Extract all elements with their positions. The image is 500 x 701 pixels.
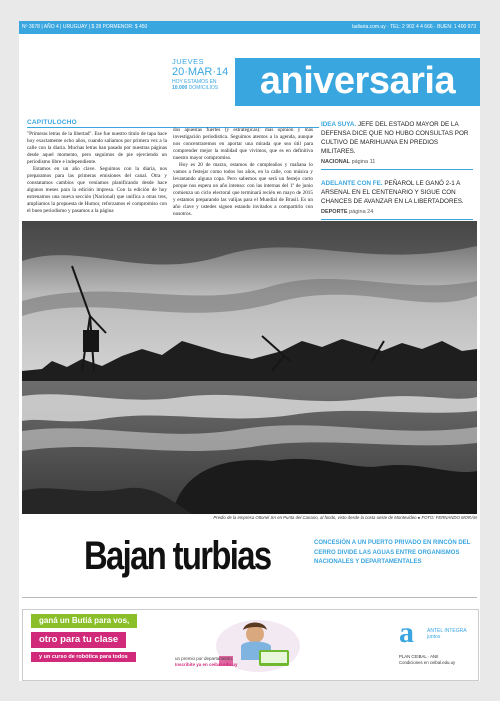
brief-page: página 24 xyxy=(349,209,374,215)
sponsor-logo xyxy=(395,616,475,676)
brief-section-ref xyxy=(321,209,473,215)
brief-text: JEFE DEL ESTADO MAYOR DE LA DEFENSA DICE QUE NO HUBO CONSULTAS POR CULTIVO DE MARIHUANA EN PREDIOS MILITARES. xyxy=(321,121,469,155)
harbor-photo-image xyxy=(22,221,477,514)
newspaper-front-page xyxy=(19,21,480,681)
article-column-1 xyxy=(27,131,167,215)
sponsor-name-1: ANTEL INTEGRA xyxy=(427,628,467,634)
lead-headline: Bajan turbias xyxy=(84,534,271,578)
edition-date-box xyxy=(172,58,234,91)
brief-kicker: ADELANTE CON FE. xyxy=(321,180,383,187)
ad-note xyxy=(175,656,265,667)
brief-section-ref xyxy=(321,159,473,165)
brief-page: página 11 xyxy=(351,159,376,165)
masthead-logo-text: aniversaria xyxy=(259,60,456,102)
sponsor-name-2: juntos xyxy=(427,634,441,640)
edition-day: JUEVES xyxy=(172,57,205,66)
edition-note xyxy=(172,79,234,91)
edition-date: 20·MAR·14 xyxy=(172,66,229,78)
article-paragraph: dos apuestas fuertes (y estratégicas): más opinión y más investigación periodística. Seguimos atentos a la agenda, aunque nos concentraremos en aportar una mirada que sea útil para comprender mejor la realidad que vivimos, que es en definitiva nuestro mayor compromiso. xyxy=(173,127,313,161)
ad-note-1: un premio por departamento. xyxy=(175,656,234,661)
brief-kicker: IDEA SUYA. xyxy=(321,121,357,128)
article-column-2 xyxy=(173,127,313,218)
ad-line-1: ganá un Butiá para vos, xyxy=(31,614,137,628)
brief-item[interactable] xyxy=(321,117,473,176)
photo-caption: Predio de la empresa Ottonel SA en Punta del Canario, al fondo, visto desde la costa oeste de Montevideo ● FOTO: FERNANDO MORÁN xyxy=(213,515,477,520)
brief-section: NACIONAL xyxy=(321,159,351,165)
ad-note-2: Inscribite ya en ceibal.edu.uy xyxy=(175,661,238,667)
brief-item[interactable] xyxy=(321,176,473,226)
advertisement[interactable] xyxy=(22,609,479,681)
sponsor-foot-1: PLAN CEIBAL · ANII xyxy=(399,654,439,659)
sponsor-logo-mark: a xyxy=(399,616,414,649)
masthead xyxy=(19,34,480,116)
ad-line-3: y un curso de robótica para todos xyxy=(31,652,136,662)
ad-line-2: otro para tu clase xyxy=(31,632,126,648)
lead-story[interactable] xyxy=(22,529,477,589)
brief-text: PEÑAROL LE GANÓ 2-1 A ARSENAL EN EL CENTENARIO Y SIGUE CON CHANCES DE AVANZAR EN LA LIBERTADORES. xyxy=(321,180,464,205)
main-photo[interactable] xyxy=(22,221,477,514)
article-paragraph: Estamos en un año clave. Seguimos con la diaria, nos preparamos para las primeras emisiones del canal. Otra y constatamos cambios que veníamos planificando desde hace algunos meses para la edición impresa. Con la edición de hoy estrenamos una nueva sección (Nacional) que unifica a otras tres, ampliamos la propuesta de Humor, reforzamos el compromiso con el buen periodismo y pasamos a la página xyxy=(27,166,167,214)
article-paragraph: Hoy es 20 de marzo, estamos de cumpleaños y mañana lo vamos a festejar como todos los años, en la calle, con música y levantando alguna copa. Pero sabemos que será un festejo corto porque nos espera un año intenso: con las internas del 1º de junio comienza un ciclo electoral que terminará recién en mayo de 2015 y estamos preparando las valijas para el Mundial de Brasil. Es un año clave y ustedes siguen estando invitados a compartirlo con nosotros. xyxy=(173,162,313,217)
lead-subhead: CONCESIÓN A UN PUERTO PRIVADO EN RINCÓN DEL CERRO DIVIDE LAS AGUAS ENTRE ORGANISMOS NACIONALES Y DEPARTAMENTALES xyxy=(314,540,471,565)
divider xyxy=(22,597,477,598)
brief-headline xyxy=(321,179,473,206)
sponsor-footnote xyxy=(399,654,475,665)
edition-note-line2: DOMICILIOS xyxy=(188,85,219,91)
brief-section: DEPORTE xyxy=(321,209,348,215)
contact-info: ladiaria.com.uy · TEL: 2 902 4 4 666 · BUEN: 1 400 973 xyxy=(352,24,476,30)
edition-note-line1: HOY ESTAMOS EN xyxy=(172,79,217,85)
sidebar-briefs xyxy=(321,117,473,226)
top-info-strip xyxy=(19,21,480,34)
masthead-logo[interactable] xyxy=(235,58,480,106)
issue-info: Nº 3678 | AÑO 4 | URUGUAY | $ 28 PORMENOR: $ 450 xyxy=(22,24,148,30)
edition-note-count: 10.000 xyxy=(172,85,188,91)
divider xyxy=(321,169,473,170)
sponsor-logo-name xyxy=(427,628,473,640)
sponsor-foot-2: Condiciones en ceibal.edu.uy xyxy=(399,659,456,665)
article-kicker: CAPITULOCHO xyxy=(27,119,77,126)
divider xyxy=(321,219,473,220)
brief-headline xyxy=(321,120,473,156)
article-paragraph: "Primeras letras de la libertad". Ese fue nuestro título de tapa hace hoy exactamente ocho años, cuando salíamos por primera vez a la calle con la diaria. Muchas letras han pasado por nuestras páginas desde aquel momento, pero seguimos de pie ejerciendo un periodismo libre e independiente. xyxy=(27,131,167,165)
